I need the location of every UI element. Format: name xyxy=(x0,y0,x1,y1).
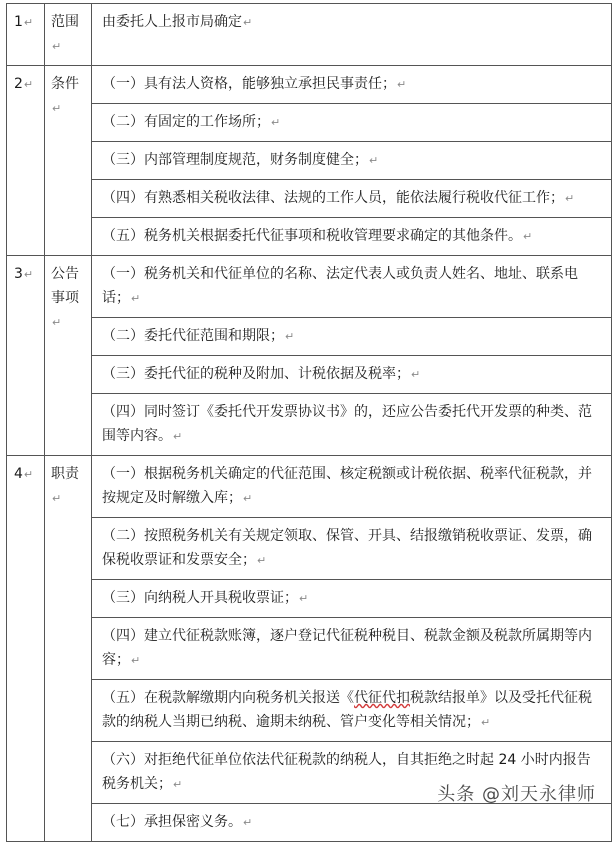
category-label: 范围↵ xyxy=(45,4,92,66)
table-row xyxy=(7,394,612,456)
table-row xyxy=(7,618,612,680)
row-number: 1↵ xyxy=(7,4,45,66)
item-text: （一）具有法人资格，能够独立承担民事责任；↵ xyxy=(92,66,612,104)
table-row xyxy=(7,218,612,256)
item-text: （二）有固定的工作场所；↵ xyxy=(92,104,612,142)
row-number: 4↵ xyxy=(7,456,45,842)
row-number: 2↵ xyxy=(7,66,45,256)
item-text: （六）对拒绝代征单位依法代征税款的纳税人，自其拒绝之时起 24 小时内报告税务机关；↵ xyxy=(92,742,612,804)
item-text: （二）委托代征范围和期限；↵ xyxy=(92,318,612,356)
item-text: （三）内部管理制度规范，财务制度健全；↵ xyxy=(92,142,612,180)
table-row xyxy=(7,318,612,356)
table-row xyxy=(7,4,612,66)
item-text: （三）委托代征的税种及附加、计税依据及税率；↵ xyxy=(92,356,612,394)
table-row xyxy=(7,456,612,518)
table-row xyxy=(7,804,612,842)
row-number: 3↵ xyxy=(7,256,45,456)
item-text: （四）有熟悉相关税收法律、法规的工作人员，能依法履行税收代征工作；↵ xyxy=(92,180,612,218)
table-row xyxy=(7,580,612,618)
table-row xyxy=(7,104,612,142)
category-label: 公告事项↵ xyxy=(45,256,92,456)
item-text: （五）在税款解缴期内向税务机关报送《代征代扣税款结报单》以及受托代征税款的纳税人当期已纳税、逾期未纳税、管户变化等相关情况；↵ xyxy=(92,680,612,742)
item-text: （七）承担保密义务。↵ xyxy=(92,804,612,842)
delegation-table xyxy=(6,3,612,842)
item-text: （三）向纳税人开具税收票证；↵ xyxy=(92,580,612,618)
item-text: （二）按照税务机关有关规定领取、保管、开具、结报缴销税收票证、发票，确保税收票证和发票安全；↵ xyxy=(92,518,612,580)
item-text: （一）根据税务机关确定的代征范围、核定税额或计税依据、税率代征税款，并按规定及时解缴入库；↵ xyxy=(92,456,612,518)
table-row xyxy=(7,680,612,742)
table-row xyxy=(7,518,612,580)
category-label: 职责↵ xyxy=(45,456,92,842)
table-row xyxy=(7,356,612,394)
item-text: （一）税务机关和代征单位的名称、法定代表人或负责人姓名、地址、联系电话；↵ xyxy=(92,256,612,318)
item-text: 由委托人上报市局确定↵ xyxy=(92,4,612,66)
item-text: （四）建立代征税款账簿，逐户登记代征税种税目、税款金额及税款所属期等内容；↵ xyxy=(92,618,612,680)
watermark: 头条 @刘天永律师 xyxy=(437,784,596,805)
table-row xyxy=(7,180,612,218)
table-row xyxy=(7,66,612,104)
table-row xyxy=(7,256,612,318)
category-label: 条件↵ xyxy=(45,66,92,256)
table-row xyxy=(7,142,612,180)
item-text: （四）同时签订《委托代开发票协议书》的，还应公告委托代开发票的种类、范围等内容。↵ xyxy=(92,394,612,456)
item-text: （五）税务机关根据委托代征事项和税收管理要求确定的其他条件。↵ xyxy=(92,218,612,256)
